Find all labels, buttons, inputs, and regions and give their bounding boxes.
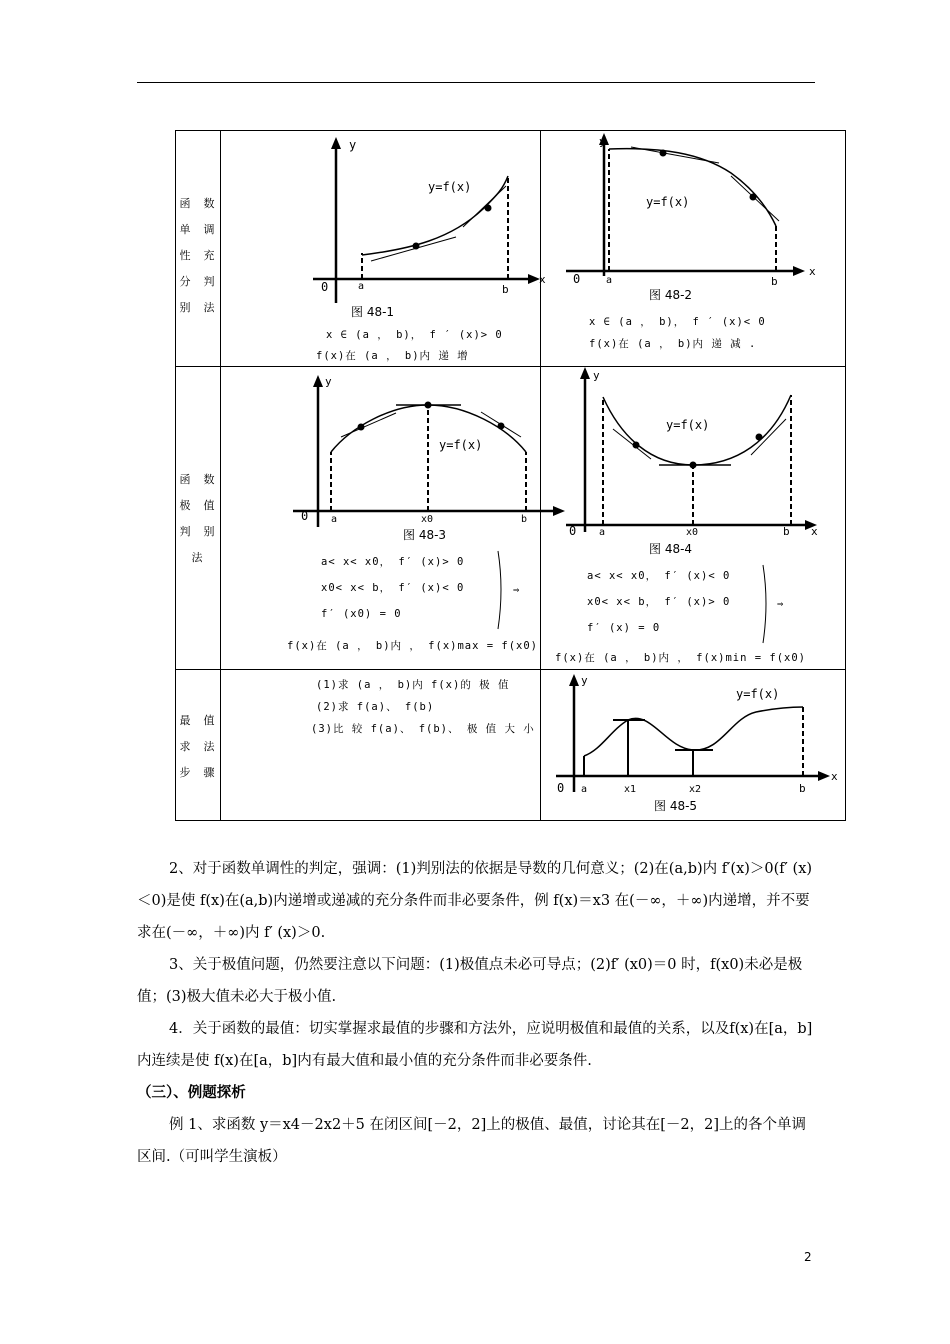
x-axis-label: x <box>809 265 816 278</box>
page-number: 2 <box>804 1250 812 1264</box>
x-axis-label: x <box>811 525 818 538</box>
row-label-monotonic: 函 数 单 调 性 充 分 判 别 法 <box>176 131 221 367</box>
condition-line-1: a< x< x0， f′ (x)< 0 <box>587 570 731 582</box>
x-axis-label: x <box>831 770 838 783</box>
condition-line: x ∈ (a ， b)， f ′ (x)> 0 <box>326 329 503 341</box>
y-axis-label: y <box>593 369 600 382</box>
x0-label: x0 <box>686 527 699 538</box>
body-text <box>137 853 817 1173</box>
figure-caption: 图 48-2 <box>649 288 693 302</box>
figure-48-4-cell <box>541 367 846 670</box>
b-label: b <box>771 275 778 288</box>
conclusion-line: f(x)在 (a ， b)内 递 增 <box>316 350 469 362</box>
figure-caption: 图 48-1 <box>351 305 395 319</box>
condition-line: x ∈ (a ， b)， f ′ (x)< 0 <box>589 316 766 328</box>
figure-caption: 图 48-4 <box>649 542 693 556</box>
a-label: a <box>599 527 606 538</box>
condition-line-1: a< x< x0， f′ (x)> 0 <box>321 556 465 568</box>
y-axis-label: y <box>599 135 606 148</box>
step-3: (3)比 较 f(a)、 f(b)、 极 值 大 小 <box>311 723 535 735</box>
figure-48-5 <box>541 670 846 820</box>
curve-label: y=f(x) <box>736 687 780 701</box>
a-label: a <box>358 281 365 292</box>
condition-line-3: f′ (x) = 0 <box>587 622 661 634</box>
summary-table <box>175 130 846 821</box>
curve-label: y=f(x) <box>646 195 690 209</box>
figure-48-2-cell <box>541 131 846 367</box>
paragraph-max-min: 4．关于函数的最值：切实掌握求最值的步骤和方法外，应说明极值和最值的关系，以及f(x)在[a，b]内连续是使 f(x)在[a，b]内有最大值和最小值的充分条件而非必要条件. <box>137 1021 813 1069</box>
implies-arrow: ⇒ <box>777 598 785 610</box>
conclusion-line: f(x)在 (a ， b)内 递 减 . <box>589 338 757 350</box>
x2-label: x2 <box>689 784 702 795</box>
conclusion-line: f(x)在 (a ， b)内 ， f(x)max = f(x0) <box>287 640 539 652</box>
section-heading: （三）、例题探析 <box>137 1085 246 1101</box>
conclusion-line: f(x)在 (a ， b)内 ， f(x)min = f(x0) <box>555 652 807 664</box>
condition-line-2: x0< x< b， f′ (x)> 0 <box>587 596 731 608</box>
figure-48-3 <box>221 367 541 669</box>
paragraph-extremum: 3、关于极值问题，仍然要注意以下问题：(1)极值点未必可导点；(2)f′ (x0)＝0 时，f(x0)未必是极值；(3)极大值未必大于极小值. <box>137 957 803 1005</box>
figure-48-2 <box>541 131 846 366</box>
curve-label: y=f(x) <box>439 438 483 452</box>
curve-label: y=f(x) <box>666 418 710 432</box>
origin-label: 0 <box>573 272 581 286</box>
b-label: b <box>783 525 790 538</box>
origin-label: 0 <box>557 781 565 795</box>
figure-caption: 图 48-3 <box>403 528 447 542</box>
y-axis-label: y <box>349 138 357 152</box>
paragraph-monotonicity: 2、对于函数单调性的判定，强调：(1)判别法的依据是导数的几何意义；(2)在(a,b)内 f′(x)＞0(f′ (x)＜0)是使 f(x)在(a,b)内递增或递减的充分条件而非必要条件，例 f(x)＝x3 在(－∞，＋∞)内递增，并不要求在(－∞，＋∞)内 f′ (x)＞0. <box>137 861 813 941</box>
figure-48-4 <box>541 367 846 669</box>
condition-line-2: x0< x< b， f′ (x)< 0 <box>321 582 465 594</box>
paragraph-example-1: 例 1、求函数 y＝x4－2x2＋5 在闭区间[－2，2]上的极值、最值，讨论其在[－2，2]上的各个单调区间.（可叫学生演板） <box>137 1117 807 1165</box>
b-label: b <box>521 514 528 525</box>
b-label: b <box>502 283 509 296</box>
b-label: b <box>799 782 806 795</box>
figure-48-1-cell <box>221 131 546 367</box>
row-label-extremum: 函 数 极 值 判 别 法 <box>176 367 221 670</box>
header-rule <box>137 82 815 83</box>
figure-48-1 <box>221 131 546 366</box>
origin-label: 0 <box>301 509 309 523</box>
figure-48-5-cell <box>541 670 846 821</box>
origin-label: 0 <box>569 524 577 538</box>
step-2: (2)求 f(a)、 f(b) <box>316 701 435 713</box>
curve-label: y=f(x) <box>428 180 472 194</box>
row-label-extreme-values: 最 值 求 法 步 骤 <box>176 670 221 821</box>
x-axis-label: x <box>539 273 546 286</box>
step-1: (1)求 (a ， b)内 f(x)的 极 值 <box>316 679 510 691</box>
x0-label: x0 <box>421 514 434 525</box>
a-label: a <box>581 784 588 795</box>
implies-arrow: ⇒ <box>513 584 521 596</box>
x1-label: x1 <box>624 784 637 795</box>
y-axis-label: y <box>581 674 588 687</box>
y-axis-label: y <box>325 375 332 388</box>
steps-text <box>221 670 541 820</box>
a-label: a <box>606 275 613 286</box>
steps-cell <box>221 670 541 821</box>
a-label: a <box>331 514 338 525</box>
condition-line-3: f′ (x0) = 0 <box>321 608 402 620</box>
origin-label: 0 <box>321 280 329 294</box>
figure-48-3-cell <box>221 367 541 670</box>
figure-caption: 图 48-5 <box>654 799 698 813</box>
